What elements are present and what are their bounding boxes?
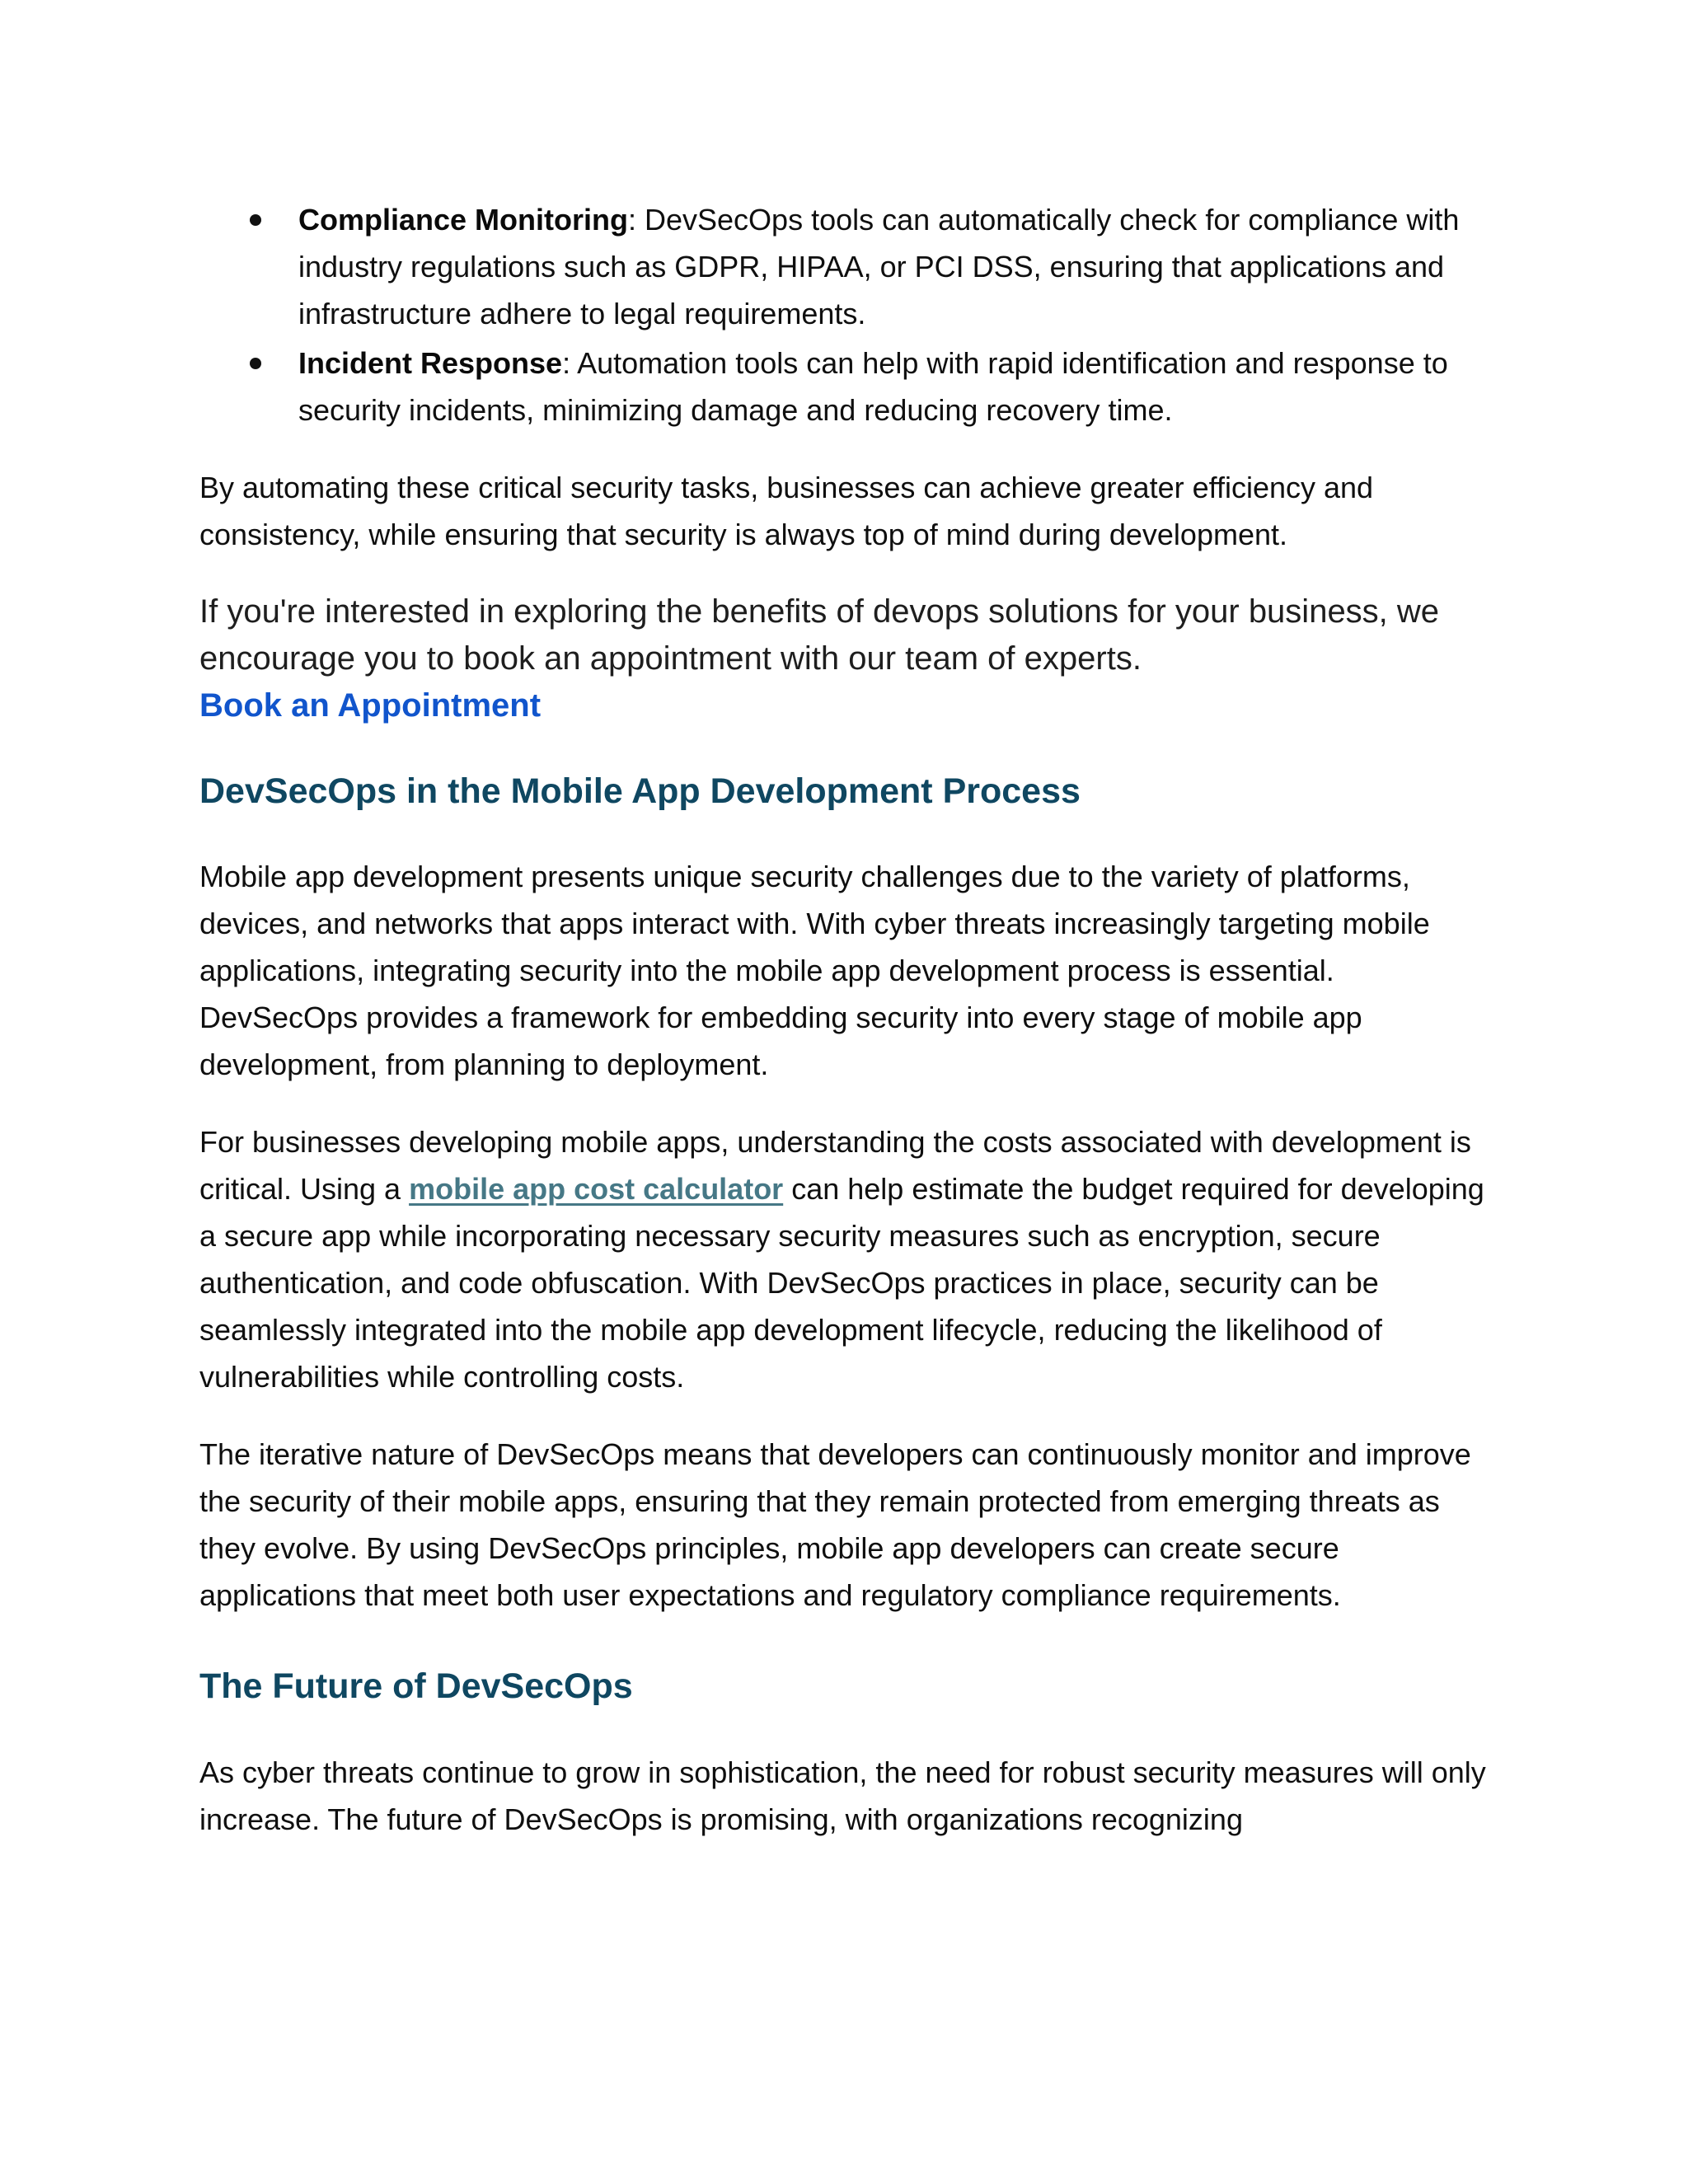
mobile-app-cost-calculator-link[interactable]: mobile app cost calculator (409, 1172, 784, 1206)
bullet-item-compliance-monitoring (199, 196, 1493, 337)
bullet-text: : Automation tools can help with rapid identification and response to security incidents, minimizing damage and reducing recovery time. (298, 346, 1448, 427)
bullet-item-incident-response (199, 340, 1493, 434)
bullet-list (199, 196, 1493, 434)
paragraph-future: As cyber threats continue to grow in sophistication, the need for robust security measures will only increase. The future of DevSecOps is promising, with organizations recognizing (199, 1755, 1486, 1836)
paragraph-mobile-iterative: The iterative nature of DevSecOps means that developers can continuously monitor and improve the security of their mobile apps, ensuring that they remain protected from emerging threats as they evolve. By using DevSecOps principles, mobile app developers can create secure applications that meet both user expectations and regulatory compliance requirements. (199, 1437, 1471, 1612)
bullet-text: : DevSecOps tools can automatically check for compliance with industry regulations such as GDPR, HIPAA, or PCI DSS, ensuring that applications and infrastructure adhere to legal requirements. (298, 203, 1460, 330)
bullet-term: Incident Response (298, 346, 563, 380)
book-appointment-link[interactable]: Book an Appointment (199, 687, 542, 724)
paragraph-automation: By automating these critical security tasks, businesses can achieve greater efficiency and consistency, while ensuring that security is always top of mind during development. (199, 471, 1374, 551)
bullet-term: Compliance Monitoring (298, 203, 628, 237)
paragraph-text: For businesses developing mobile apps, understanding the costs associated with development is critical. Using a (199, 1125, 1471, 1206)
paragraph-mobile-intro: Mobile app development presents unique security challenges due to the variety of platforms, devices, and networks that apps interact with. With cyber threats increasingly targeting mobile applications, integrating security into the mobile app development process is essential. DevSecOps provides a framework for embedding security into every stage of mobile app development, from planning to deployment. (199, 860, 1430, 1081)
paragraph-mobile-costs (199, 1118, 1493, 1400)
document-content (199, 196, 1493, 1843)
section-heading-mobile: DevSecOps in the Mobile App Development Process (199, 771, 1081, 811)
paragraph-text: can help estimate the budget required for developing a secure app while incorporating necessary security measures such as encryption, secure authentication, and code obfuscation. With DevSecOps practices in place, security can be seamlessly integrated into the mobile app development lifecycle, reducing the likelihood of vulnerabilities while controlling costs. (199, 1172, 1484, 1394)
section-heading-future: The Future of DevSecOps (199, 1666, 633, 1706)
bullet-dot-icon (250, 358, 261, 369)
cta-paragraph: If you're interested in exploring the benefits of devops solutions for your business, we encourage you to book an appointment with our team of experts. (199, 593, 1440, 677)
bullet-dot-icon (250, 214, 261, 226)
